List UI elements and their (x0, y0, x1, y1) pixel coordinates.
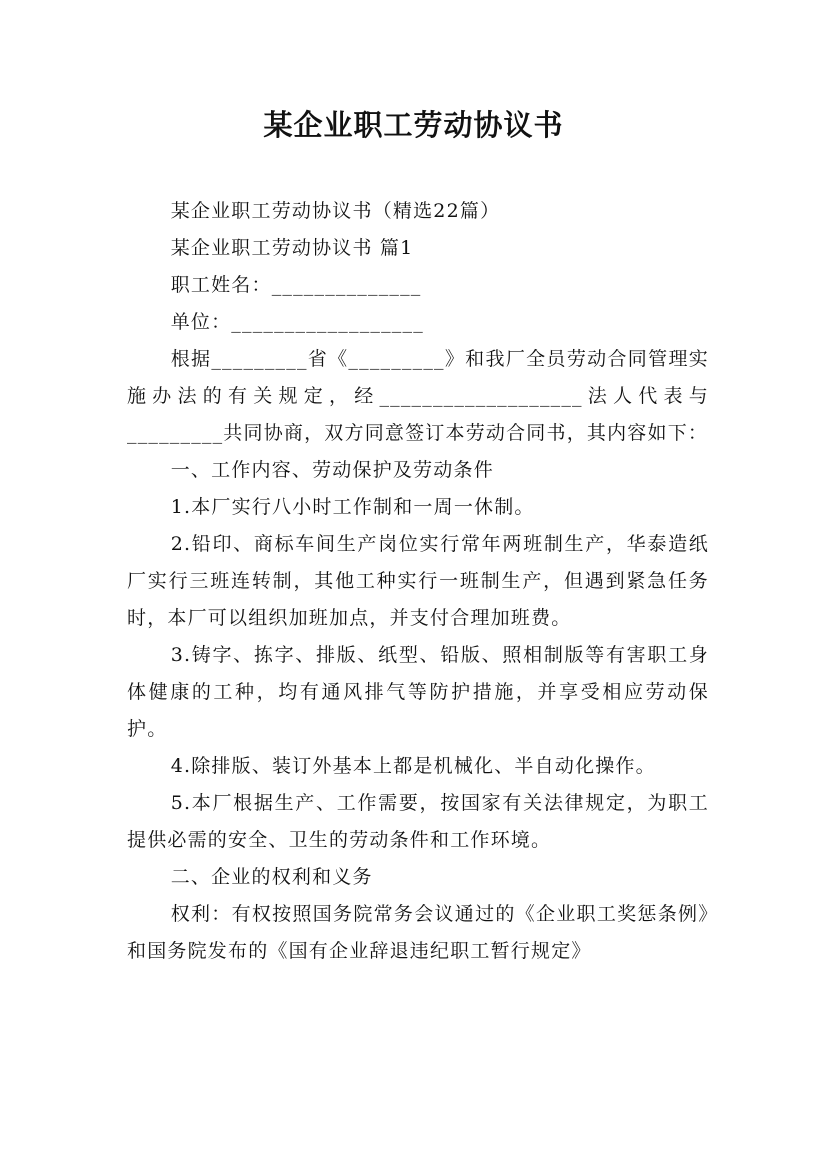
section-heading-2: 二、企业的权利和义务 (170, 866, 373, 888)
clause-paragraph: 2.铅印、商标车间生产岗位实行常年两班制生产，华泰造纸厂实行三班连转制，其他工种实行一班制生产，但遇到紧急任务时，本厂可以组织加班加点，并支付合理加班费。 (127, 533, 709, 629)
unit-line: 单位：__________________ (170, 311, 424, 333)
document-body (127, 193, 709, 970)
clause-paragraph: 4.除排版、装订外基本上都是机械化、半自动化操作。 (170, 755, 656, 777)
subtitle-paragraph: 某企业职工劳动协议书（精选22篇） (170, 200, 501, 222)
clause-paragraph: 1.本厂实行八小时工作制和一周一休制。 (170, 496, 535, 518)
employee-name-line: 职工姓名：______________ (170, 274, 422, 296)
document-title: 某企业职工劳动协议书 (263, 108, 564, 142)
section-heading: 某企业职工劳动协议书 篇1 (170, 237, 414, 259)
intro-paragraph: 根据_________省《_________》和我厂全员劳动合同管理实施办法的有关规定，经___________________法人代表与_________共同协商，双方同意签订本劳动合同书，其内容如下： (127, 348, 709, 444)
section-heading-1: 一、工作内容、劳动保护及劳动条件 (170, 459, 494, 481)
clause-paragraph: 5.本厂根据生产、工作需要，按国家有关法律规定，为职工提供必需的安全、卫生的劳动条件和工作环境。 (127, 792, 709, 851)
rights-paragraph: 权利：有权按照国务院常务会议通过的《企业职工奖惩条例》和国务院发布的《国有企业辞退违纪职工暂行规定》 (127, 903, 709, 962)
clause-paragraph: 3.铸字、拣字、排版、纸型、铅版、照相制版等有害职工身体健康的工种，均有通风排气等防护措施，并享受相应劳动保护。 (127, 644, 709, 740)
